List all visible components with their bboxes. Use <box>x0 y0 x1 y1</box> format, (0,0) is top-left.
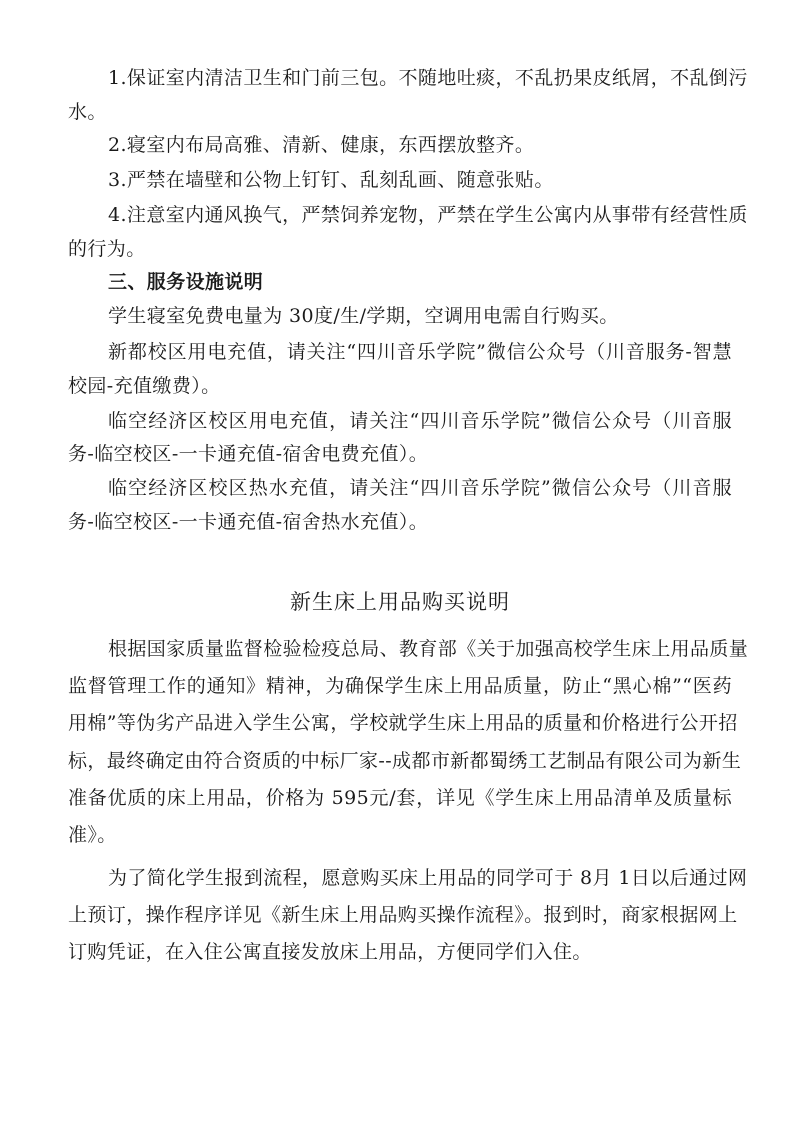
rule-item-3: 3.严禁在墙壁和公物上钉钉、乱刻乱画、随意张贴。 <box>108 169 554 191</box>
services-line-2: 新都校区用电充值，请关注“四川音乐学院”微信公众号（川音服务-智慧 <box>108 341 732 363</box>
services-line-3: 临空经济区校区用电充值，请关注“四川音乐学院”微信公众号（川音服 <box>108 410 732 432</box>
bedding-paragraph-1-line-1: 根据国家质量监督检验检疫总局、教育部《关于加强高校学生床上用品质量 <box>108 638 749 660</box>
rule-item-1-continued: 水。 <box>68 101 107 123</box>
services-heading: 三、服务设施说明 <box>108 271 264 293</box>
bedding-paragraph-1-line-2: 监督管理工作的通知》精神，为确保学生床上用品质量，防止“黑心棉”“医药 <box>68 675 732 697</box>
bedding-paragraph-1-line-5: 准备优质的床上用品，价格为 595元/套，详见《学生床上用品清单及质量标 <box>68 787 732 809</box>
bedding-title: 新生床上用品购买说明 <box>290 590 510 614</box>
bedding-paragraph-2-line-1: 为了简化学生报到流程，愿意购买床上用品的同学可于 8月 1日以后通过网 <box>108 867 748 889</box>
bedding-paragraph-1-line-4: 标，最终确定由符合资质的中标厂家--成都市新都蜀绣工艺制品有限公司为新生 <box>68 750 742 772</box>
services-line-2-continued: 校园-充值缴费）。 <box>68 375 221 397</box>
bedding-paragraph-2-line-2: 上预订，操作程序详见《新生床上用品购买操作流程》。报到时，商家根据网上 <box>68 904 738 926</box>
services-line-1: 学生寝室免费电量为 30度/生/学期，空调用电需自行购买。 <box>108 305 619 327</box>
rule-item-4-continued: 的行为。 <box>68 238 146 260</box>
rule-item-1: 1.保证室内清洁卫生和门前三包。不随地吐痰，不乱扔果皮纸屑，不乱倒污 <box>108 67 748 89</box>
rule-item-4: 4.注意室内通风换气，严禁饲养宠物，严禁在学生公寓内从事带有经营性质 <box>108 204 748 226</box>
bedding-paragraph-1-line-3: 用棉”等伪劣产品进入学生公寓，学校就学生床上用品的质量和价格进行公开招 <box>68 712 738 734</box>
services-line-4: 临空经济区校区热水充值，请关注“四川音乐学院”微信公众号（川音服 <box>108 477 732 499</box>
services-line-3-continued: 务-临空校区-一卡通充值-宿舍电费充值）。 <box>68 443 429 465</box>
services-line-4-continued: 务-临空校区-一卡通充值-宿舍热水充值）。 <box>68 511 429 533</box>
bedding-paragraph-1-line-6: 准》。 <box>68 824 117 846</box>
rule-item-2: 2.寝室内布局高雅、清新、健康，东西摆放整齐。 <box>108 134 535 156</box>
bedding-paragraph-2-line-3: 订购凭证，在入住公寓直接发放床上用品，方便同学们入住。 <box>68 941 592 963</box>
